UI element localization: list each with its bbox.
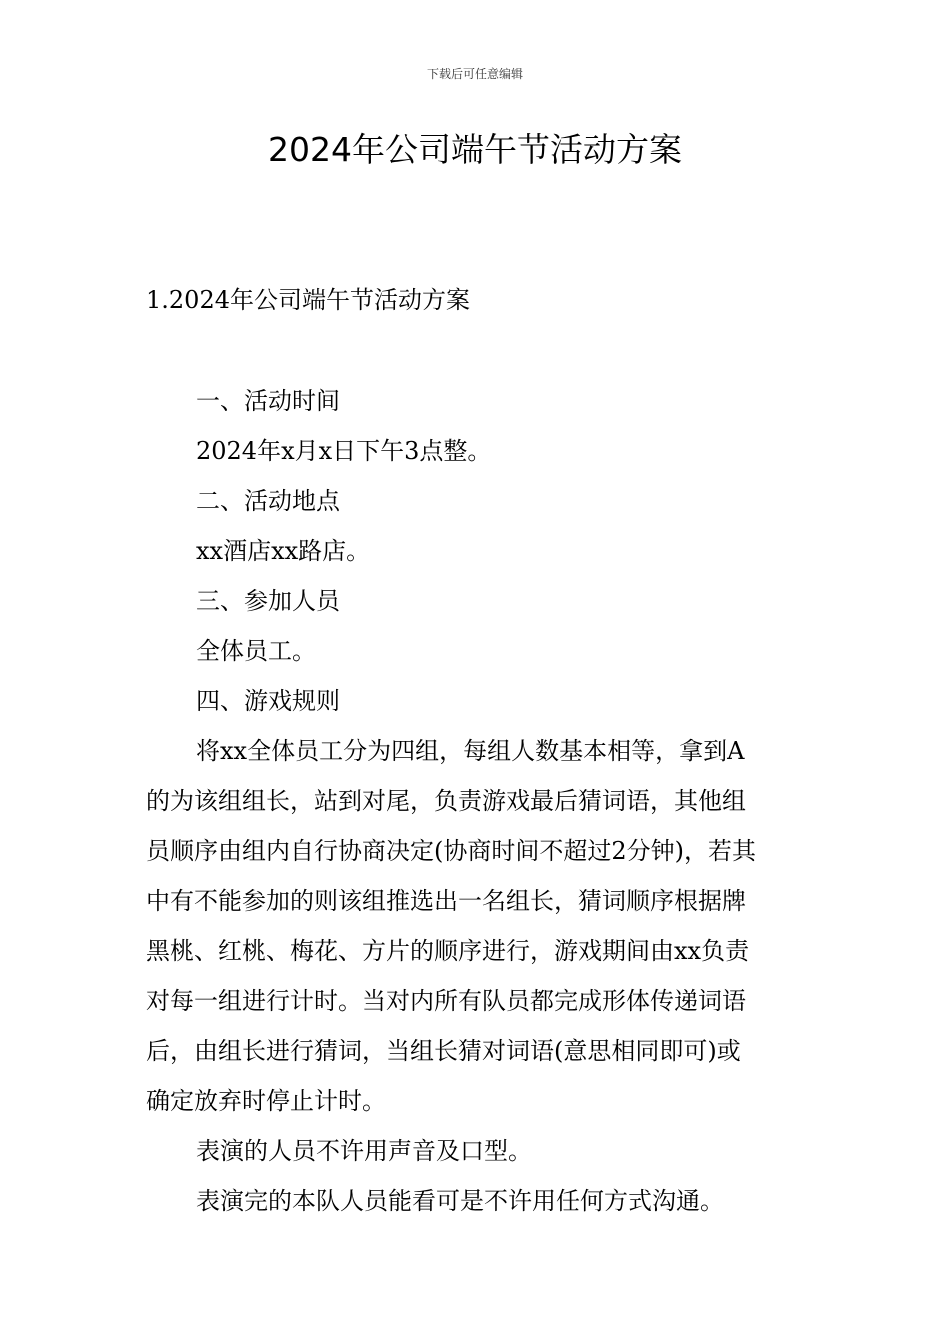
rules-line: 员顺序由组内自行协商决定(协商时间不超过2分钟)，若其 [146, 837, 756, 865]
rules-line: 确定放弃时停止计时。 [146, 1087, 386, 1115]
rules-line: 将xx全体员工分为四组，每组人数基本相等，拿到A [196, 737, 745, 765]
document-title: 2024年公司端午节活动方案 [268, 130, 682, 169]
heading-activity-time: 一、活动时间 [196, 387, 340, 415]
rules-line: 的为该组组长，站到对尾，负责游戏最后猜词语，其他组 [146, 787, 746, 815]
rule-no-voice: 表演的人员不许用声音及口型。 [196, 1137, 532, 1165]
participants-value: 全体员工。 [196, 637, 316, 665]
section-heading: 1.2024年公司端午节活动方案 [146, 286, 470, 314]
rules-line: 后，由组长进行猜词，当组长猜对词语(意思相同即可)或 [146, 1037, 741, 1065]
activity-time-value: 2024年x月x日下午3点整。 [196, 437, 492, 465]
rules-line: 对每一组进行计时。当对内所有队员都完成形体传递词语 [146, 987, 746, 1015]
heading-game-rules: 四、游戏规则 [196, 687, 340, 715]
rules-line: 中有不能参加的则该组推选出一名组长，猜词顺序根据牌 [146, 887, 746, 915]
header-note: 下载后可任意编辑 [426, 67, 523, 81]
game-rules-paragraph [146, 726, 810, 1126]
rules-line: 黑桃、红桃、梅花、方片的顺序进行，游戏期间由xx负责 [146, 937, 750, 965]
document-body [146, 376, 810, 1226]
rule-no-communication: 表演完的本队人员能看可是不许用任何方式沟通。 [196, 1187, 724, 1215]
heading-activity-location: 二、活动地点 [196, 487, 340, 515]
activity-location-value: xx酒店xx路店。 [196, 537, 371, 565]
heading-participants: 三、参加人员 [196, 587, 340, 615]
